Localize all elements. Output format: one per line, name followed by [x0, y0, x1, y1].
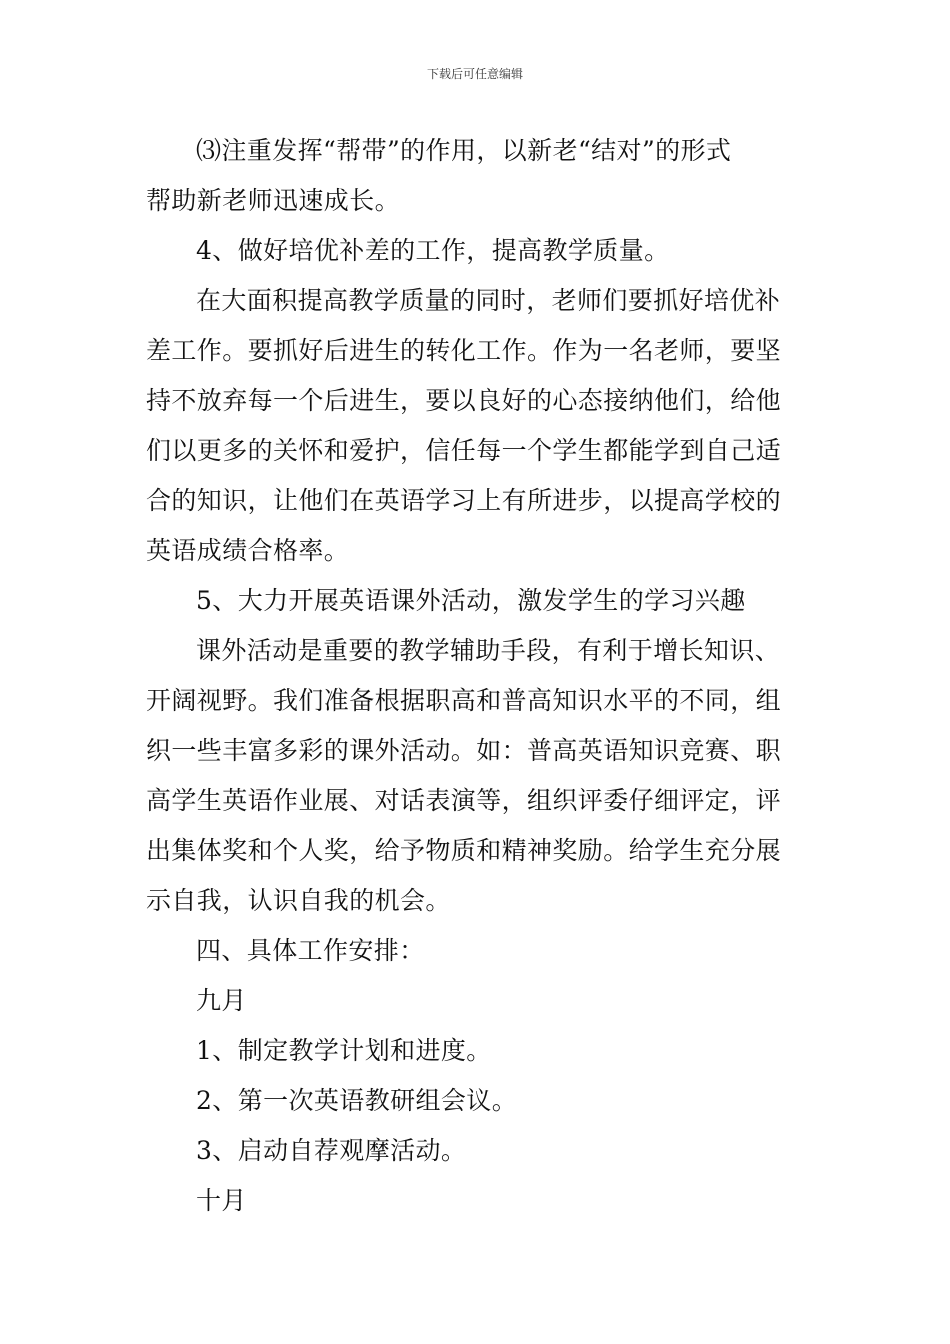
text-line: 4、做好培优补差的工作，提高教学质量。 — [196, 236, 670, 265]
text-line: 合的知识，让他们在英语学习上有所进步，以提高学校的 — [146, 486, 782, 515]
text-line: 课外活动是重要的教学辅助手段，有利于增长知识、 — [196, 636, 781, 665]
page-header: 下载后可任意编辑 — [426, 67, 523, 81]
text-line: 差工作。要抓好后进生的转化工作。作为一名老师，要坚 — [146, 336, 782, 365]
text-line: 出集体奖和个人奖，给予物质和精神奖励。给学生充分展 — [146, 836, 782, 865]
section-heading-schedule — [146, 926, 806, 976]
text-line: 开阔视野。我们准备根据职高和普高知识水平的不同，组 — [146, 686, 782, 715]
text-line: 高学生英语作业展、对话表演等，组织评委仔细评定，评 — [146, 786, 782, 815]
text-line: 英语成绩合格率。 — [146, 536, 350, 565]
schedule-item — [146, 1126, 806, 1176]
text-line: 四、具体工作安排： — [196, 936, 425, 965]
month-september — [146, 976, 806, 1026]
text-line: 示自我，认识自我的机会。 — [146, 886, 451, 915]
heading-item-4 — [146, 226, 806, 276]
paragraph-mentoring — [146, 126, 806, 226]
heading-item-5 — [146, 576, 806, 626]
text-line: 在大面积提高教学质量的同时，老师们要抓好培优补 — [196, 286, 781, 315]
text-line: 九月 — [196, 986, 247, 1015]
text-line: 1、制定教学计划和进度。 — [196, 1036, 492, 1065]
paragraph-activities — [146, 626, 806, 926]
text-line: ⑶注重发挥“帮带”的作用，以新老“结对”的形式 — [196, 136, 732, 165]
text-line: 帮助新老师迅速成长。 — [146, 186, 401, 215]
schedule-item — [146, 1026, 806, 1076]
text-line: 2、第一次英语教研组会议。 — [196, 1086, 518, 1115]
text-line: 织一些丰富多彩的课外活动。如：普高英语知识竞赛、职 — [146, 736, 782, 765]
month-october — [146, 1176, 806, 1226]
paragraph-tutoring — [146, 276, 806, 576]
text-line: 十月 — [196, 1186, 247, 1215]
text-line: 们以更多的关怀和爱护，信任每一个学生都能学到自己适 — [146, 436, 782, 465]
schedule-item — [146, 1076, 806, 1126]
text-line: 持不放弃每一个后进生，要以良好的心态接纳他们，给他 — [146, 386, 782, 415]
document-body — [146, 126, 806, 1226]
text-line: 3、启动自荐观摩活动。 — [196, 1136, 467, 1165]
text-line: 5、大力开展英语课外活动，激发学生的学习兴趣 — [196, 586, 746, 615]
